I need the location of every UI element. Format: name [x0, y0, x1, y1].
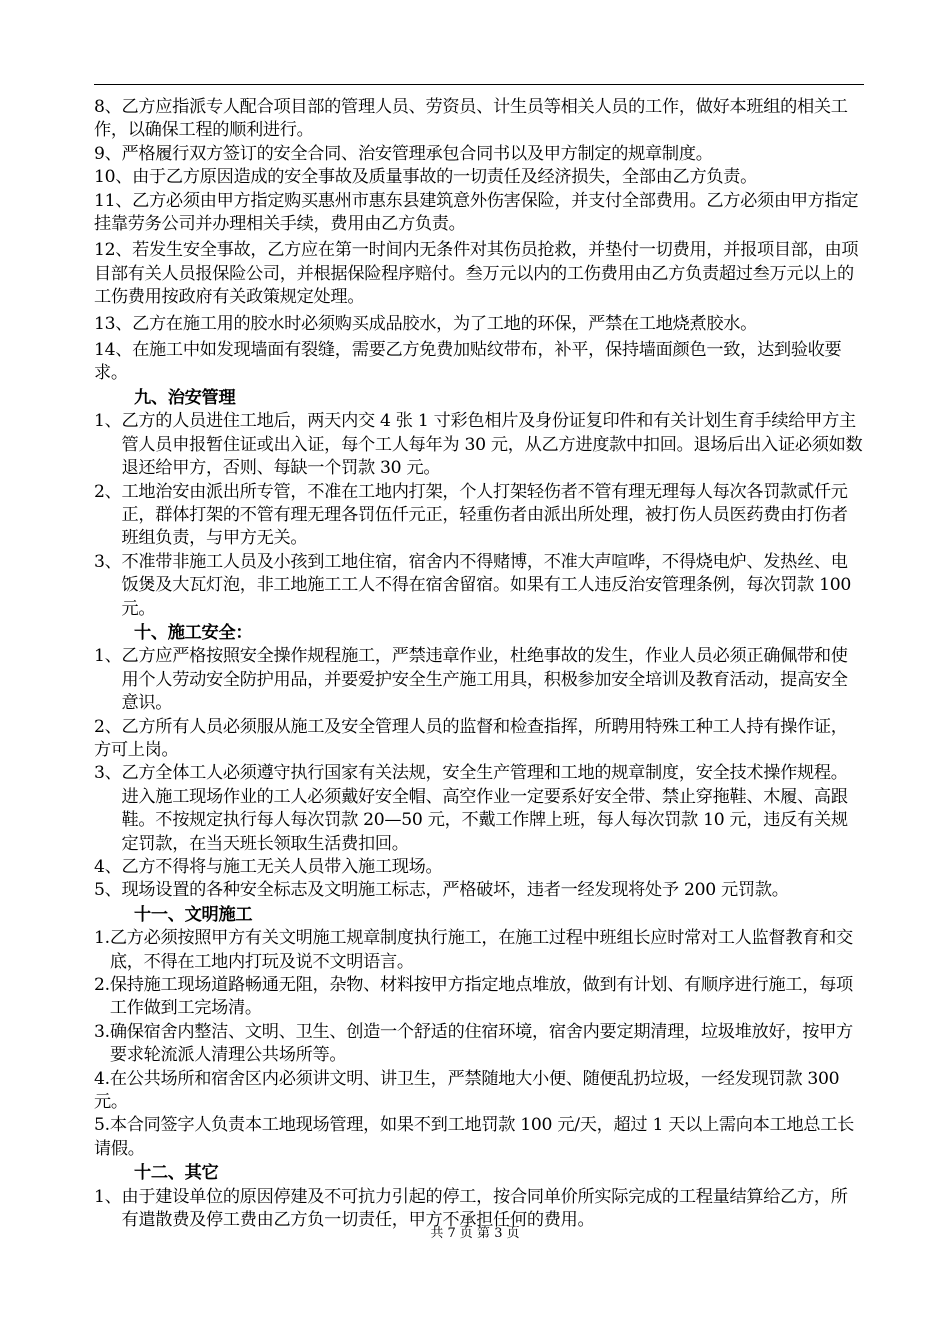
- item-text: 乙方全体工人必须遵守执行国家有关法规，安全生产管理和工地的规章制度，安全技术操作规程。进入施工现场作业的工人必须戴好安全帽、高空作业一定要系好安全带、禁止穿拖鞋、木履、高跟鞋。不按规定执行每人每次罚款 20—50 元，不戴工作牌上班，每人每次罚款 10 元，违反有关规定罚款，在当天班长领取生活费扣回。: [121, 763, 848, 854]
- item-number: 1、: [94, 411, 122, 432]
- civilized-item-1: [94, 927, 864, 974]
- item-number: 1、: [94, 1186, 122, 1207]
- item-text: 乙方不得将与施工无关人员带入施工现场。: [121, 857, 443, 877]
- document-body: [94, 96, 864, 1233]
- safety-item-2: [94, 716, 864, 763]
- page-footer: 共 7 页 第 3 页: [430, 1226, 520, 1241]
- item-text: 现场设置的各种安全标志及文明施工标志，严格破坏，违者一经发现将处予 200 元罚款。: [121, 880, 789, 901]
- item-number: 3、: [94, 763, 122, 784]
- item-text: 乙方的人员进住工地后，两天内交 4 张 1 寸彩色相片及身份证复印件和有关计划生育手续给甲方主管人员申报暂住证或出入证，每个工人每年为 30 元，从乙方进度款中扣回。退场后出入证必须如数退还给甲方，否则、每缺一个罚款 30 元。: [121, 411, 863, 479]
- item-text: 在公共场所和宿舍区内必须讲文明、讲卫生，严禁随地大小便、随便乱扔垃圾，一经发现罚款 300 元。: [94, 1068, 840, 1113]
- item-text: 保持施工现场道路畅通无阻，杂物、材料按甲方指定地点堆放，做到有计划、有顺序进行施工，每项工作做到工完场清。: [109, 975, 853, 1019]
- item-number: 3.: [94, 1021, 110, 1042]
- item-number: 5.: [94, 1115, 110, 1136]
- item-number: 4.: [94, 1068, 110, 1089]
- item-text: 乙方所有人员必须服从施工及安全管理人员的监督和检查指挥，所聘用特殊工种工人持有操作证，方可上岗。: [94, 716, 848, 760]
- clause-10: 10、由于乙方原因造成的安全事故及质量事故的一切责任及经济损失，全部由乙方负责。: [94, 167, 757, 188]
- item-text: 工地治安由派出所专管，不准在工地内打架，个人打架轻伤者不管有理无理每人每次各罚款贰仟元正，群体打架的不管有理无理各罚伍仟元正，轻重伤者由派出所处理，被打伤人员医药费由打伤者班组负责，与甲方无关。: [121, 481, 848, 549]
- safety-item-3: [94, 762, 864, 856]
- item-text: 不准带非施工人员及小孩到工地住宿，宿舍内不得赌博，不准大声喧哗，不得烧电炉、发热丝、电饭煲及大瓦灯泡，非工地施工工人不得在宿舍留宿。如果有工人违反治安管理条例，每次罚款 100 元。: [121, 551, 851, 619]
- item-number: 2、: [94, 716, 122, 737]
- safety-item-5: [94, 879, 864, 902]
- item-text: 本合同签字人负责本工地现场管理，如果不到工地罚款 100 元/天，超过 1 天以上需向本工地总工长请假。: [94, 1115, 855, 1159]
- security-item-2: [94, 481, 864, 551]
- safety-item-1: [94, 645, 864, 715]
- item-text: 确保宿舍内整洁、文明、卫生、创造一个舒适的住宿环境，宿舍内要定期清理，垃圾堆放好，按甲方要求轮流派人清理公共场所等。: [109, 1021, 853, 1066]
- section-heading-civilized-construction: 十一、文明施工: [134, 904, 253, 925]
- item-number: 2.: [94, 975, 110, 996]
- civilized-item-5: [94, 1114, 864, 1161]
- item-number: 5、: [94, 880, 122, 901]
- clause-14: 14、在施工中如发现墙面有裂缝，需要乙方免费加贴纹带布，补平，保持墙面颜色一致，达到验收要求。: [94, 340, 842, 384]
- section-heading-other: 十二、其它: [134, 1163, 219, 1184]
- item-number: 4、: [94, 857, 122, 877]
- section-heading-security: 九、治安管理: [134, 387, 236, 408]
- section-heading-construction-safety: 十、施工安全：: [134, 622, 253, 643]
- clause-11: 11、乙方必须由甲方指定购买惠州市惠东县建筑意外伤害保险，并支付全部费用。乙方必须由甲方指定挂靠劳务公司并办理相关手续，费用由乙方负责。: [94, 190, 859, 235]
- item-number: 1、: [94, 646, 122, 667]
- item-number: 2、: [94, 481, 122, 502]
- header-rule: [94, 84, 864, 85]
- item-text: 乙方应严格按照安全操作规程施工，严禁违章作业，杜绝事故的发生，作业人员必须正确佩带和使用个人劳动安全防护用品，并要爱护安全生产施工用具，积极参加安全培训及教育活动，提高安全意识。: [121, 646, 848, 714]
- security-item-1: [94, 410, 864, 480]
- clause-12: 12、若发生安全事故，乙方应在第一时间内无条件对其伤员抢救，并垫付一切费用，并报项目部，由项目部有关人员报保险公司，并根据保险程序赔付。叁万元以内的工伤费用由乙方负责超过叁万元以上的工伤费用按政府有关政策规定处理。: [94, 240, 859, 308]
- item-text: 由于建设单位的原因停建及不可抗力引起的停工，按合同单价所实际完成的工程量结算给乙方，所有遣散费及停工费由乙方负一切责任，甲方不承担任何的费用。: [121, 1186, 848, 1231]
- clause-9: 9、严格履行双方签订的安全合同、治安管理承包合同书以及甲方制定的规章制度。: [94, 143, 713, 164]
- security-item-3: [94, 551, 864, 621]
- civilized-item-2: [94, 974, 864, 1021]
- clause-8: 8、乙方应指派专人配合项目部的管理人员、劳资员、计生员等相关人员的工作，做好本班组的相关工作，以确保工程的顺利进行。: [94, 97, 848, 141]
- item-text: 乙方必须按照甲方有关文明施工规章制度执行施工，在施工过程中班组长应时常对工人监督教育和交底，不得在工地内打玩及说不文明语言。: [109, 928, 853, 972]
- item-number: 3、: [94, 551, 122, 572]
- safety-item-4: [94, 856, 864, 879]
- clause-13: 13、乙方在施工用的胶水时必须购买成品胶水，为了工地的环保，严禁在工地烧煮胶水。: [94, 313, 757, 334]
- civilized-item-4: [94, 1068, 864, 1115]
- item-number: 1.: [94, 928, 110, 949]
- civilized-item-3: [94, 1021, 864, 1068]
